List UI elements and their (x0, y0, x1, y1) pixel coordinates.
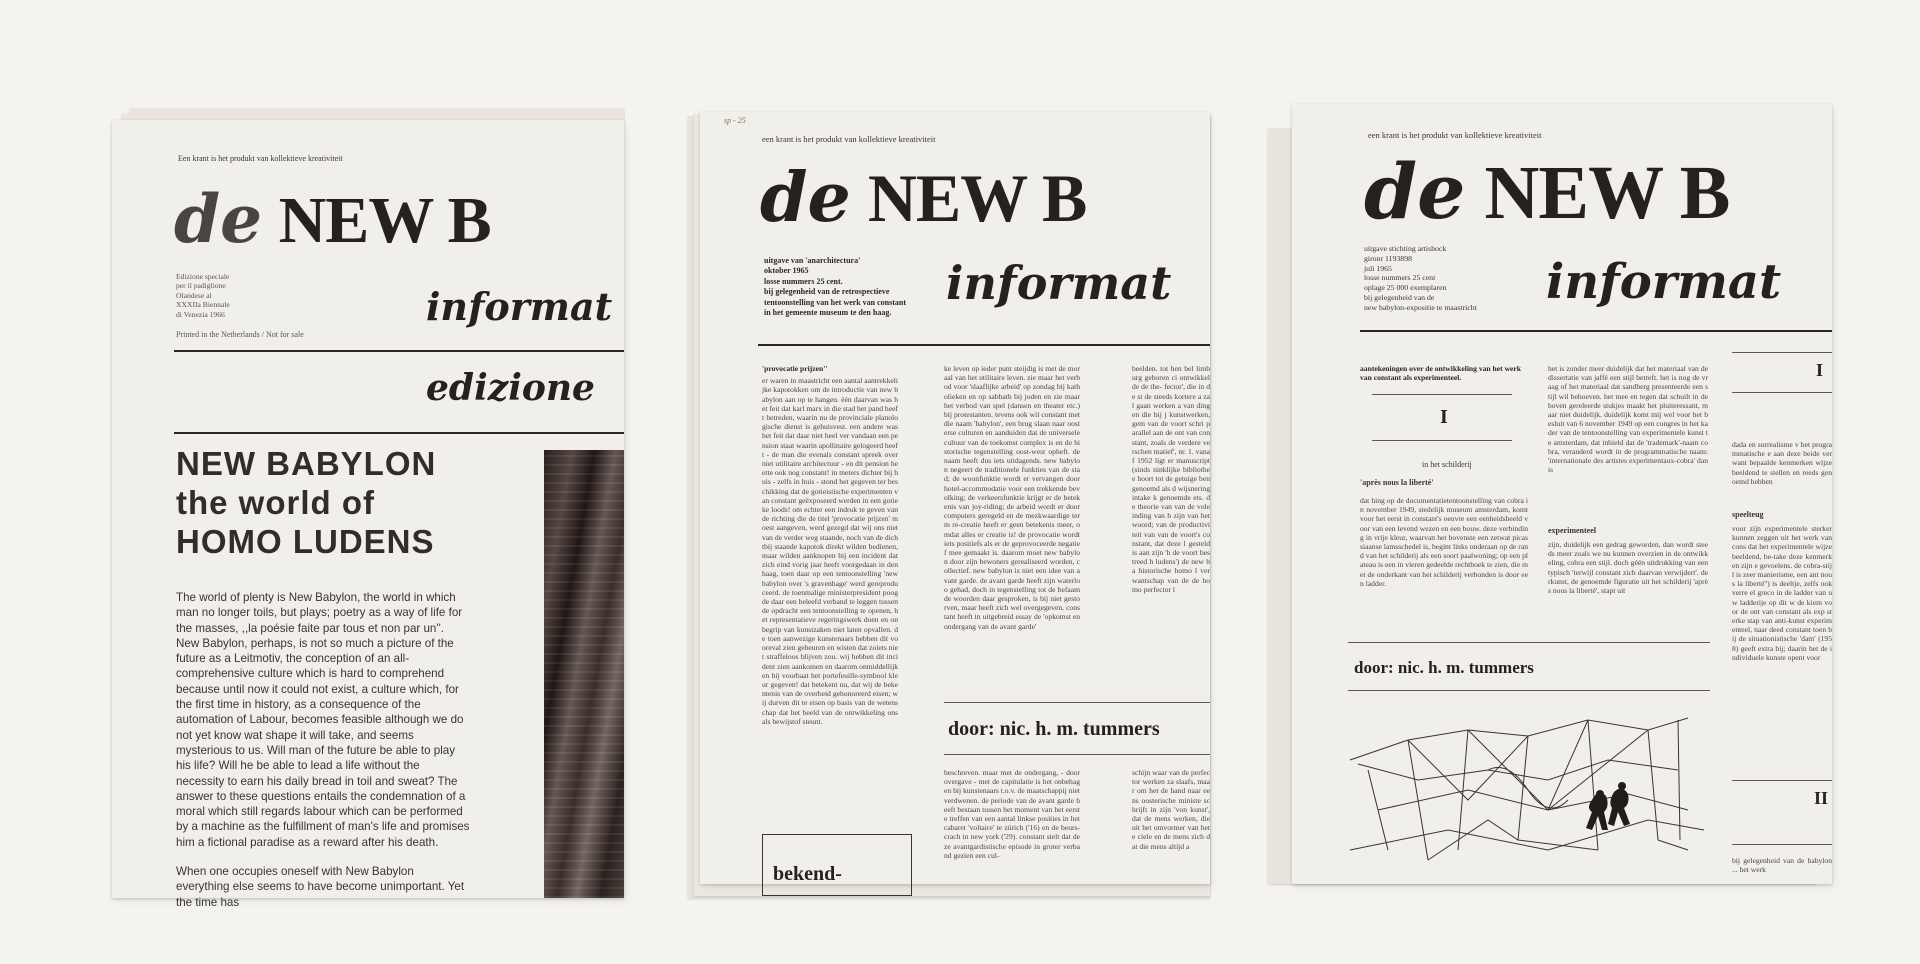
column-text: zijn, duidelijk een gedrag geworden, dan wordt steeds meer zoals we nu kunnen overzien in de ontwikkeling, cobra een stijl. doch géén uitdrukking van een typisch 'terwijl constant zich daarvan verwijdert'. derkunst, de genoemde figuratie uit het schilderij 'après nous la liberté', stapt uit (1548, 540, 1708, 596)
article-column (1548, 364, 1708, 520)
rule (1348, 642, 1710, 643)
column-text: beelden. tot hen bel limburg geboren ci ontwikkelde de the- fector', die in de st de steeds kortere a zal gaan werken a van dingen die bij j kunstwerken, gem van de voort schri parallel aan de ont van constant, zoals de verdere verschen matief', nr. 1. vanaf 1952 ligt er manuscript (sinds ninklijke bibliothee hoort tot de getuige ben genoemd als d wijsnering intake k genoemde ets. de theorie van van de voleinding van h zijn van het woord; van de productiviteit van van de voort's constant, dat deze l gesteld is aan zijn 'h de voort bestreed h ludens') de new ba historische homo l verwantschap van de de homo perfector l (1132, 364, 1210, 594)
box-heading-text: bekend- (773, 863, 842, 885)
byline: door: nic. h. m. tummers (1354, 658, 1534, 677)
meta-line: in het gemeente museum te den haag. (764, 308, 892, 318)
corner-note: sp - 25 (724, 116, 746, 125)
rule (1372, 394, 1512, 395)
meta-line: gironr 1193898 (1364, 253, 1413, 263)
masthead (1364, 147, 1730, 236)
rule (944, 754, 1210, 755)
column-text: ke leven op ieder punt steijdig is met de moraal van het utilitaire leven. zie maar het verbod voor 'slaaflijke arbeid' op zondag bij katholieken en op sabbath bij joden en zie maar het verbod van spel (dansen en theater etc.) bij protestanten. tevens ook wil constant met die naam 'babylon', een brug slaan naar oosterse culturen en aanduiden dat de universele cultuur van de toekomst complex is en de historische tegenstelling oost-west opheft. de naam heeft dus iets uitdagends. new babylon negeert de traditionele funkties van de stad; de woonfunktie wordt er vervangen door hotel-accommodatie voor een trekkende bevolking; de verkeersfunktie krijgt er de betekenis van joy-riding; de arbeid wordt er door computers geregeld en de mezkwaardige term re-creatie heeft er geen betekenis meer, omdat alles er creatie is! de provocatie wordt iets positiefs als er de geprovoceerde negatief mee gemaakt is. daarom moet new babylon door zijn bewoners gerealiseerd worden, collectief. new babylon is niet een idee van avant garde. de avant garde heeft zijn waterloo gehad, doch in tegenstelling tot de befaamde woorden daar gesproken, is bij niet gestorven, maar heeft zich wel overgegeven. constant heeft in uitgebreid essay de 'opkomst en ondergang van de avant garde' (944, 364, 1080, 631)
subheading: speelteug (1732, 510, 1764, 519)
edition-notes (176, 272, 230, 319)
meta-line: uitgave stichting artishock (1364, 244, 1447, 253)
roman-numeral: II (1814, 788, 1829, 808)
meta-line: juli 1965 (1364, 263, 1392, 273)
article-column (1132, 768, 1210, 884)
publication-meta (764, 256, 906, 318)
publication-meta (1364, 244, 1477, 313)
meta-line: oktober 1965 (764, 266, 809, 276)
column-text: het is zonder meer duidelijk dat het materiaal van de dissertatie van jaffé een stijl betreft. het is nog de vraag of het materiaal dat sandberg presenteerde een stijl wil behoeven. het mee en tegen dat schuilt in de boven gereleerde stukjes maakt het pluiteressant, maar niet duidelijk. duidelijk komt mij wel voor het besluit van 6 november 1949 op een congres in het kader van de tentoonstelling van experimentele kunst te amsterdam, dat inhield dat de 'trademark'-naam cobra, veranderd wordt in de programmatische naam: 'internationale des artistes experimentaux-cobra' dan is (1548, 364, 1708, 475)
edition-note: Olandese al (176, 290, 212, 300)
article-column (944, 768, 1080, 884)
paper-tagline: een krant is het produkt van kollektieve kreativiteit (762, 134, 936, 144)
article-column (762, 364, 898, 854)
column-text: beschreven. maar met de ondergang, - door overgave - met de capitulatie is het onbehagen bij kunstenaars t.o.v. de maatschappij niet verdwenen. de periode van de avant garde heeft bestaan tussen het moment van het eerste treffen van een aantal linkse posities in het cabaret 'voltaire' te zürich ('16) en de beurs-crach in new york ('29). constant stelt dat deze avantgardistische episode in groter verband gezien een cul- (944, 768, 1080, 860)
masthead-subtitle: informat (426, 284, 613, 329)
article-column (1732, 440, 1832, 500)
rule (1732, 392, 1832, 393)
masthead-de: de (174, 180, 263, 258)
masthead-subtitle: informat (1546, 254, 1782, 310)
column-text: dat hing op de documentatietentoonstelling van cobra in november 1949, stedelijk museum amsterdam, komt voor het eerst in constant's oeuvre een eenheidsbeeld voor van een levend wezen en een bouw. deze verbinding in vrije kleur, waarvan het bovenste een zetwat picassiaanse lamsschedel is, begint links onderaan op de rand van het schilderij als een soort paalwoning; op een plateau is een in vieren gedeelde rechthoek te zien, die met de onderkant van het schilderij verbonden is door een ladder. (1360, 496, 1528, 588)
edition-note: XXXIIa Biennale (176, 300, 230, 310)
masthead (174, 180, 491, 258)
rule (1732, 352, 1832, 353)
boxed-heading (762, 834, 912, 896)
newspaper-venice-edition (112, 120, 624, 909)
paper-tagline: Een krant is het produkt van kollektieve kreativiteit (178, 154, 343, 163)
article-column (1548, 540, 1708, 636)
article-body-continued: When one occupies oneself with New Babylon everything else seems to have become unimportant. Yet the time has (176, 865, 465, 909)
rule (758, 344, 1210, 346)
rule (174, 432, 624, 434)
masthead-subtitle: informat (946, 256, 1172, 310)
article-column (944, 364, 1080, 696)
edition-note: di Venezia 1966 (176, 309, 225, 319)
sketch-figures (1586, 782, 1630, 830)
headline-line: NEW BABYLON (176, 445, 437, 482)
headline (176, 444, 436, 561)
meta-line: bij gelegenheid van de retrospectieve (764, 287, 890, 297)
column-text: bij gelegenheid van de babylon ... het werk (1732, 856, 1832, 875)
rule (1372, 440, 1512, 441)
column-text: schijn waar van de perfector werken za slaafs, maar om het de hand naar eens oosterische ministe schrijft in zijn 'von kunst', dat de mens werken, die uit het omvormer van het e ciele en de mens zich dat die mens altijd a (1132, 768, 1210, 851)
newspaper-anarchitectura-edition (700, 112, 1210, 884)
article-column (1732, 524, 1832, 760)
column-text: er waren in maastricht een aantal aantrekkelijke kapotokken om de introductie van new babylon aan op te hangen. één daarvan was het feit dat karl marx in die stad het pand heeft betreden, waarin nu de provinciale planologische dienst is gehuisvest. een andere was het feit dat daar niet heel ver vandaan een pension staat waarin apollinaire gelogeerd heeft - de man die evenals constant spreek over niet utilitaire architectuur - en dit pension heette ook nog constant! in meters dichter bij huis - zelfs in huis - stond het gegeven ter beschikking dat de gotieistische experimenten van constant geëxposeerd werden in een gotieke loods! om echter een indruk te geven van de richting die de titel 'provocatie prijzen' moest aangeven, werd gezegd dat wij ons niet van de verder weg staande, noch van de dichtbij staande kapotok direkt wilden bedienen, maar wilden aanknopen bij een incident dat zich eind vorig jaar heeft voorgedaan in den haag, toen daar op een tentoonstelling 'new babylon over 's gravenhage' werd gereproduceerd. de toenmalige ministerpresident poogde daar een beleefd verband te leggen tussen de opdracht een tentoonstelling te openen, het representatieve regeringswerk doen en onbegrip van kunstzaken niet laten opvallen. de toen aanwezige kunstenaars hebben dit vooreval zien gebeuren en wisten dat zoiets niet straffeloos blijven zou. wij hebben dit incident zien aankomen en daarom onmiddellijk en bij voorbaat het portefeuille-symbool kleur gegeven! dat betekent nu, dat wij de bekentenis van de overheid gehonoreerd eisen; wij durven dit te eisen op basis van de wetenschap dat het beeld van de ontwikkeling ons als bewijstof steunt. (762, 376, 898, 726)
section-heading: 'provocatie prijzen'' (762, 364, 828, 373)
notes-heading: aantekeningen over de ontwikkeling van het werk van constant als experimenteel. (1360, 364, 1522, 383)
meta-line: bij gelegenheid van de (1364, 292, 1435, 302)
rule (944, 702, 1210, 703)
article-column (1360, 496, 1528, 636)
meta-line: uitgave van 'anarchitectura' (764, 256, 861, 265)
architectural-sketch (1348, 700, 1710, 884)
roman-numeral: I (1816, 360, 1824, 380)
masthead-de: de (760, 158, 851, 238)
rule (1732, 780, 1832, 781)
rule (174, 350, 624, 352)
subheading: 'après nous la liberté' (1360, 478, 1434, 487)
edition-note: Edizione speciale (176, 272, 230, 281)
column-text: voor zijn experimentele sterker kunnen zeggen uit het werk van cons dat het experimentele wijze beeldend, be-take deze kenmerken zijn e gevoelens. de cobra-stijl is zeer manierisme, een ant nous la liberté'') is deeltje, zelfs ook verre el greco in de ladder van uw ladderije op dit w de kiem voor de ont van constant als exp sterke stap van anti-kunst experimenteel, naar deed constant toen bij de situationistische 'dam' (1958) geeft extra bij; daarin het de individuele kunste opent voor (1732, 524, 1832, 662)
edition-title: edizione (426, 367, 595, 409)
subheading: in het schilderij (1422, 460, 1472, 469)
edition-note: per il padiglione (176, 281, 226, 291)
headline-line: HOMO LUDENS (176, 523, 435, 560)
headline-line: the world of (176, 484, 375, 521)
byline: door: nic. h. m. tummers (948, 718, 1160, 740)
article-column (1132, 364, 1210, 696)
masthead (760, 158, 1087, 238)
sketch-lines (1350, 718, 1704, 860)
meta-line: losse nummers 25 cent. (764, 276, 843, 286)
paper-tagline: een krant is het produkt van kollektieve kreativiteit (1368, 130, 1542, 140)
printed-note: Printed in the Netherlands / Not for sale (176, 330, 304, 339)
meta-line: oplage 25 000 exemplaren (1364, 283, 1447, 293)
rule (1360, 330, 1832, 332)
masthead-new: NEW B (867, 160, 1087, 236)
column-text: dada en surrealisme v het programmatische e aan deze beide verwant bepaalde kenmerken wijze beeldend te stellen en reeds genoemd hebben (1732, 440, 1832, 486)
newspaper-artishock-edition (1292, 104, 1832, 884)
article-body: The world of plenty is New Babylon, the world in which man no longer toils, but plays; poetry as a way of life for the masses, ,,la poésie faite par tous et non par un''. New Babylon, perhaps, is not so much a picture of the future as a Leitmotiv, the conception of an all-comprehensive culture which is hard to comprehend because until now it could not exist, a culture which, for the first time in history, as a consequence of the automation of Labour, becomes feasible although we do not yet know wat shape it will take, and seems mysterious to us. Will man of the future be able to play his life? Will he be able to lead a life without the necessity to earn his daily bread in toil and sweat? The answer to these questions entails the condemnation of a moral which still regards labour which can be performed by a machine as the fulfillment of man's life and promises him a fictional paradise as a reward after his death. (176, 591, 470, 849)
article-column (1732, 856, 1832, 880)
meta-line: tentoonstelling van het werk van constant (764, 297, 907, 307)
roman-numeral: I (1440, 406, 1448, 428)
masthead-de: de (1364, 147, 1466, 236)
masthead-new: NEW B (1484, 151, 1730, 235)
masthead-new: NEW B (278, 184, 491, 257)
meta-line: losse nummers 25 cent (1364, 273, 1436, 283)
rule (1348, 690, 1710, 691)
photo-strip (544, 450, 624, 898)
meta-line: new babylon-expositie te maastricht (1364, 302, 1477, 312)
subheading: experimenteel (1548, 526, 1596, 535)
rule (1732, 844, 1832, 845)
